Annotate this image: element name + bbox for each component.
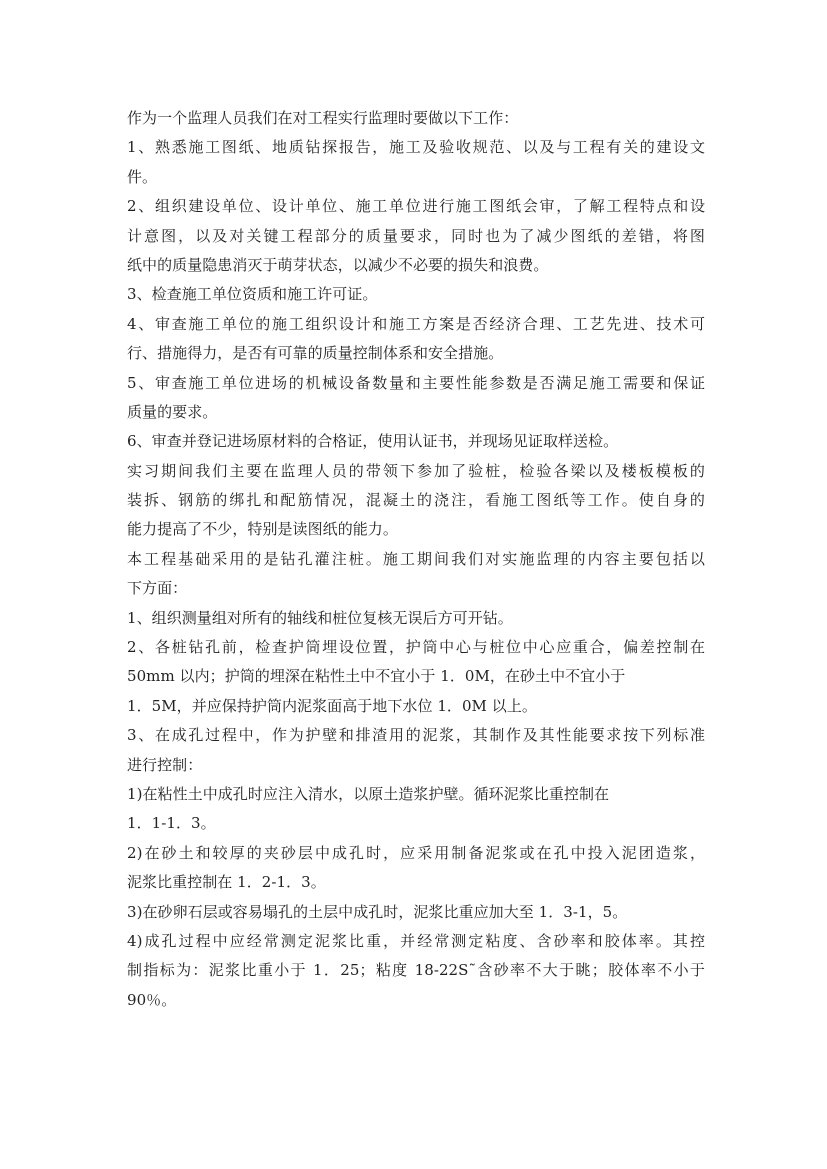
text-line: 作为一个监理人员我们在对工程实行监理时要做以下工作：: [127, 109, 519, 127]
text-line: 6、审查并登记进场原材料的合格证，使用认证书，并现场见证取样送检。: [127, 432, 619, 451]
text-line: 2、组织建设单位、设计单位、施工单位进行施工图纸会审，了解工程特点和设: [127, 197, 705, 216]
text-line: 5、审查施工单位进场的机械设备数量和主要性能参数是否满足施工需要和保证: [127, 373, 705, 392]
text-line: 泥浆比重控制在 1．2-1．3。: [127, 873, 326, 892]
text-line: 计意图，以及对关键工程部分的质量要求，同时也为了减少图纸的差错，将图: [127, 226, 705, 245]
text-line: 1、组织测量组对所有的轴线和桩位复核无误后方可开钻。: [127, 608, 513, 627]
text-line: 装拆、钢筋的绑扎和配筋情况，混凝土的浇注，看施工图纸等工作。使自身的: [127, 491, 705, 510]
text-line: 件。: [127, 167, 158, 186]
text-line: 4、审查施工单位的施工组织设计和施工方案是否经济合理、工艺先进、技术可: [127, 314, 705, 333]
text-line: 1、熟悉施工图纸、地质钻探报告，施工及验收规范、以及与工程有关的建设文: [127, 138, 705, 157]
text-line: 下方面：: [127, 579, 188, 598]
text-line: 1．1-1．3。: [127, 814, 216, 833]
text-line: 1．5M，并应保持护筒内泥浆面高于地下水位 1．0M 以上。: [127, 696, 537, 715]
text-line: 4)成孔过程中应经常测定泥浆比重，并经常测定粘度、含砂率和胶体率。其控: [127, 931, 705, 950]
text-line: 3、在成孔过程中，作为护壁和排渣用的泥浆，其制作及其性能要求按下列标准: [127, 726, 705, 745]
text-line: 本工程基础采用的是钻孔灌注桩。施工期间我们对实施监理的内容主要包括以: [127, 549, 705, 568]
text-line: 质量的要求。: [127, 402, 218, 421]
text-line: 纸中的质量隐患消灭于萌芽状态，以减少不必要的损失和浪费。: [127, 255, 549, 274]
text-line: 50mm 以内；护筒的埋深在粘性土中不宜小于 1．0M，在砂土中不宜小于: [127, 667, 626, 686]
text-line: 行、措施得力，是否有可靠的质量控制体系和安全措施。: [127, 344, 504, 363]
document-body: [127, 104, 707, 1015]
text-line: 2)在砂土和较厚的夹砂层中成孔时，应采用制备泥浆或在孔中投入泥团造浆，: [127, 843, 705, 862]
text-line: 实习期间我们主要在监理人员的带领下参加了验桩，检验各梁以及楼板模板的: [127, 461, 705, 480]
text-line: 能力提高了不少，特别是读图纸的能力。: [127, 520, 398, 539]
text-line: 进行控制：: [127, 755, 203, 774]
text-line: 制指标为：泥浆比重小于 1．25；粘度 18-22S˜含砂率不大于眺；胶体率不小于: [127, 961, 705, 980]
text-line: 3、检查施工单位资质和施工许可证。: [127, 285, 378, 304]
text-line: 3)在砂卵石层或容易塌孔的土层中成孔时，泥浆比重应加大至 1．3-1，5。: [127, 902, 628, 921]
text-line: 90％。: [127, 990, 177, 1009]
text-line: 2、各桩钻孔前，检查护筒埋设位置，护筒中心与桩位中心应重合，偏差控制在: [127, 638, 705, 657]
text-line: 1)在粘性土中成孔时应注入清水，以原土造浆护壁。循环泥浆比重控制在: [127, 784, 610, 803]
